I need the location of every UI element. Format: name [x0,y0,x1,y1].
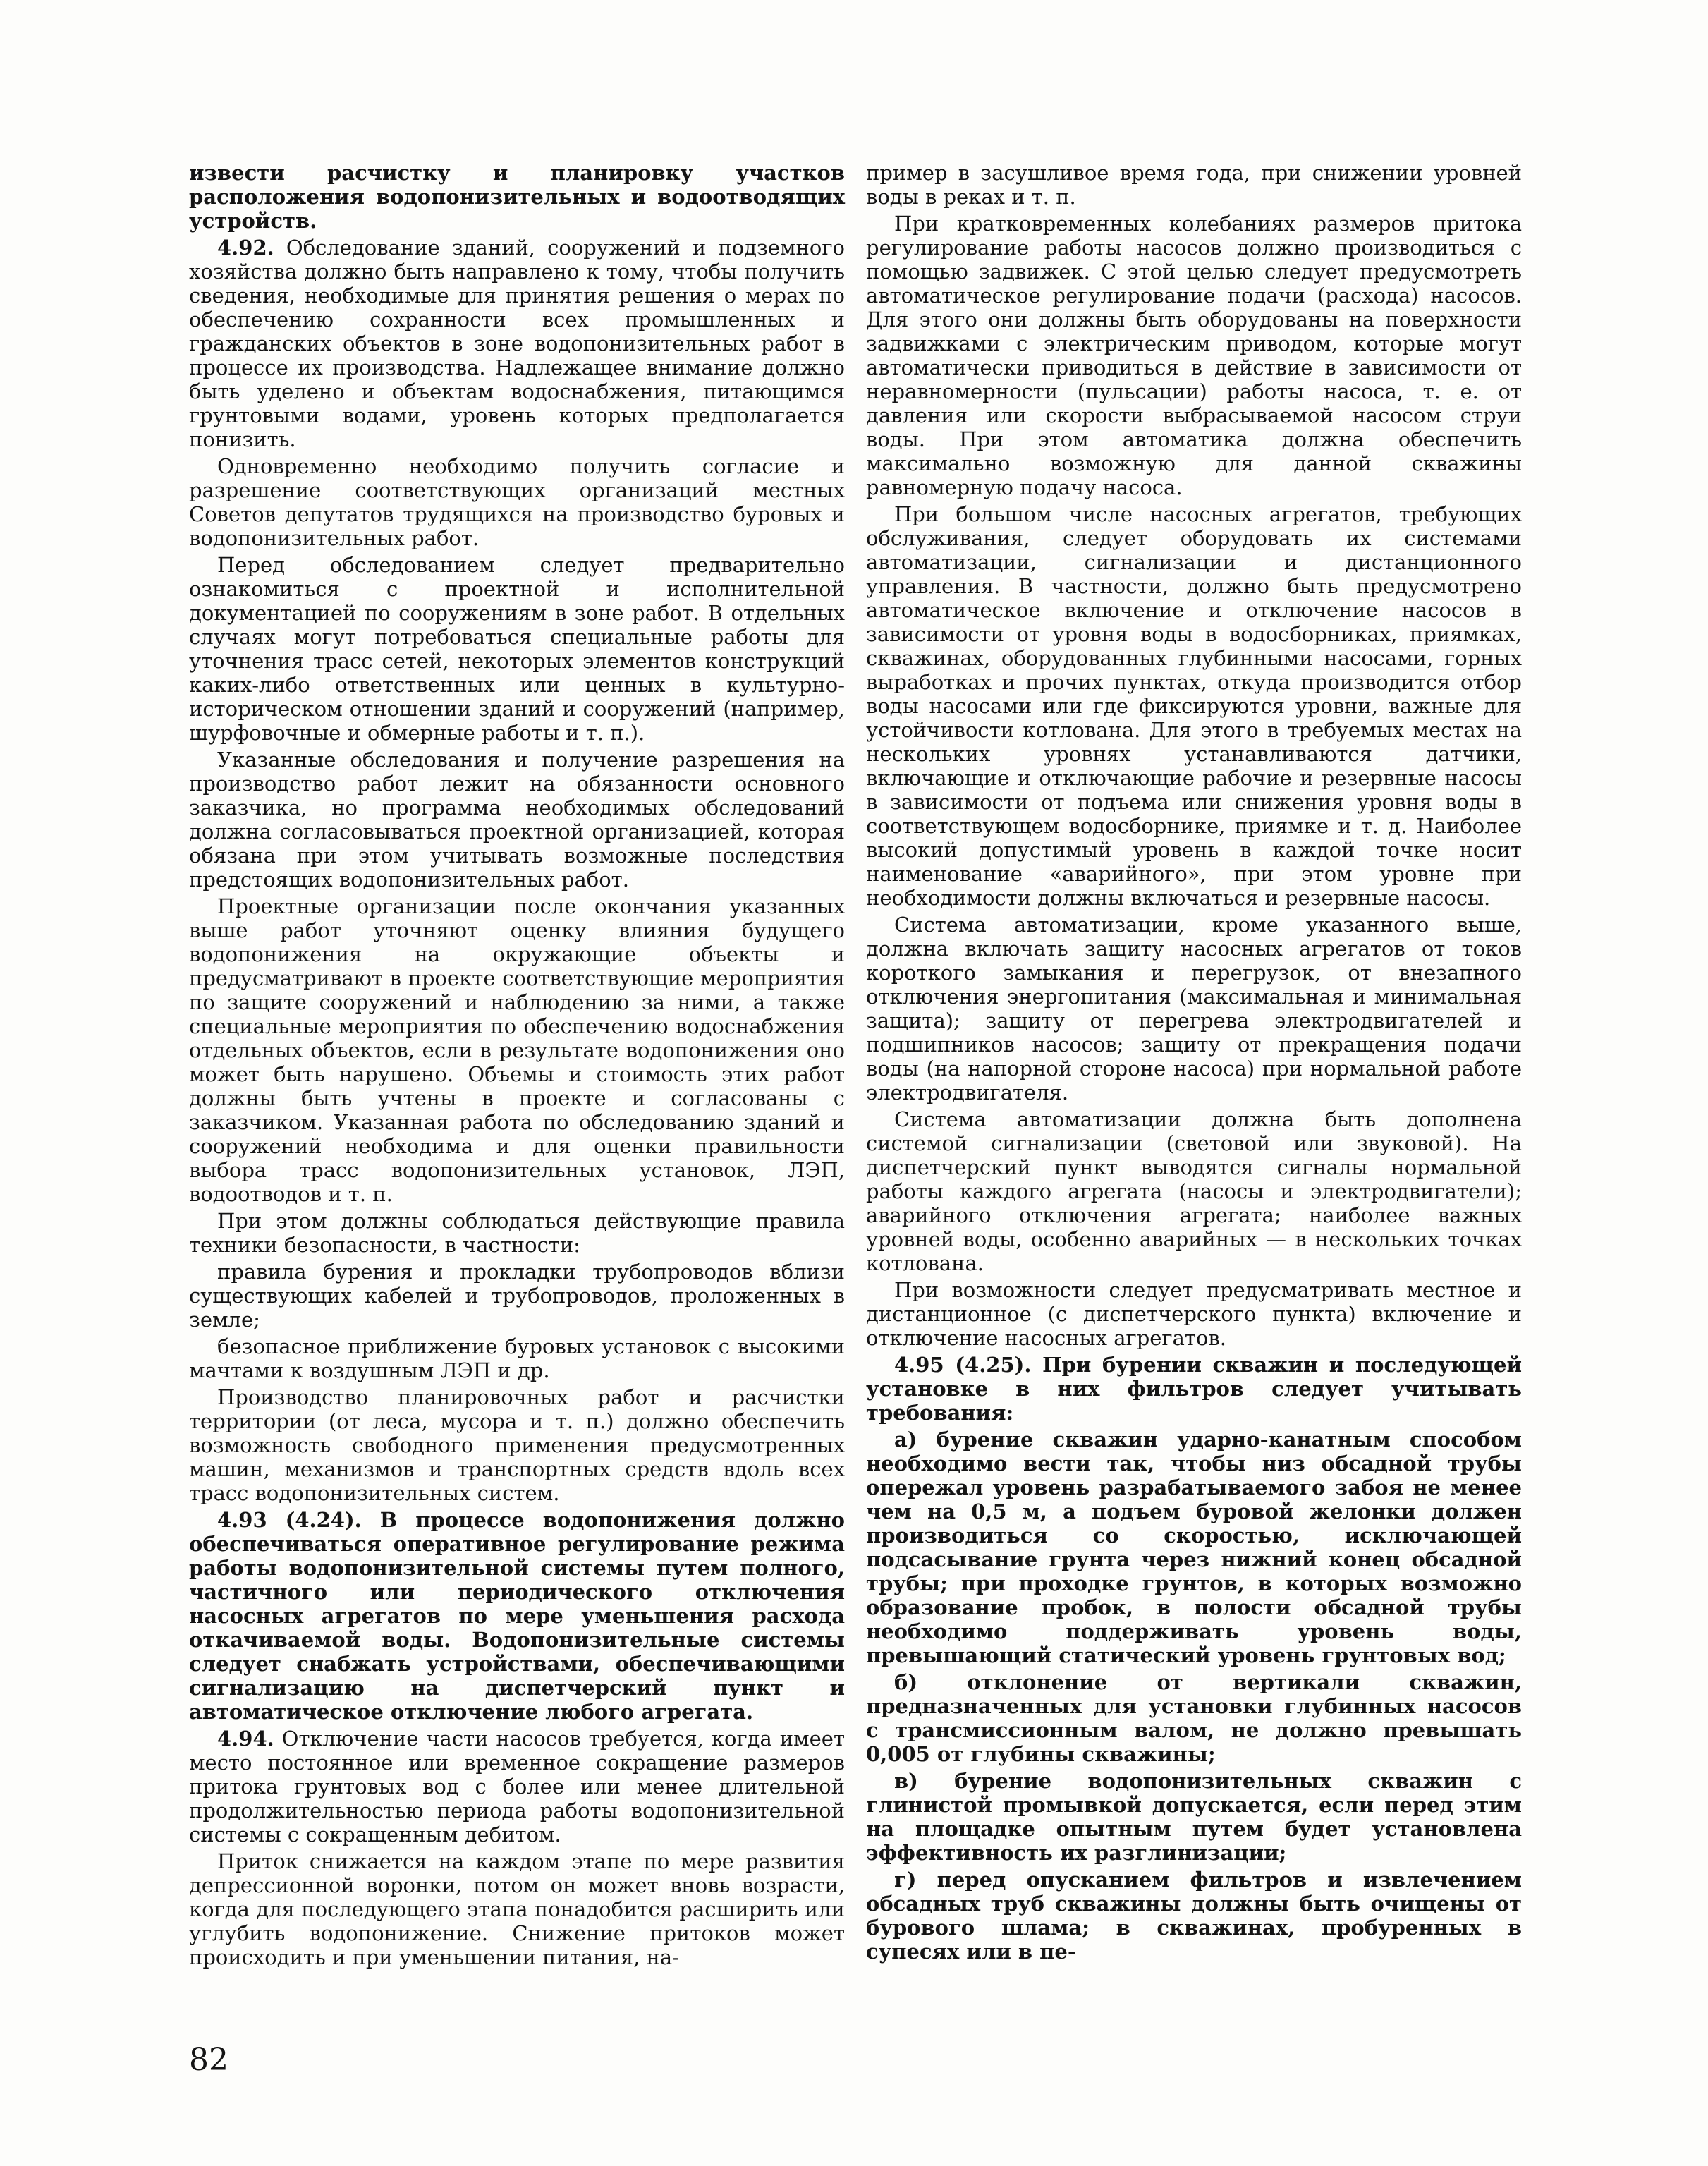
paragraph-text: Проектные организации после окончания указанных выше работ уточняют оценку влияния будущего водопонижения на окружающие объекты и предусматривают в проекте соответствующие мероприятия по защите сооружений и наблюдению за ними, а также специальные мероприятия по обеспечению водоснабжения отдельных объектов, если в результате водопонижения оно может быть нарушено. Объемы и стоимость этих работ должны быть учтены в проекте и согласованы с заказчиком. Указанная работа по обследованию зданий и сооружений необходима и для оценки правильности выбора трасс водопонизительных установок, ЛЭП, водоотводов и т. п. [189,894,845,1206]
paragraph [866,913,1522,1105]
paragraph-text: Одновременно необходимо получить согласие и разрешение соответствующих организаций местных Советов депутатов трудящихся на производство буровых и водопонизительных работ. [189,454,845,550]
paragraph [866,1868,1522,1964]
paragraph [189,1334,845,1382]
paragraph [189,894,845,1206]
paragraph-text: При этом должны соблюдаться действующие правила техники безопасности, в частности: [189,1209,845,1257]
section-number: 4.94. [217,1727,274,1751]
paragraph-text: Обследование зданий, сооружений и подземного хозяйства должно быть направлено к тому, чтобы получить сведения, необходимые для принятия решения о мерах по обеспечению сохранности всех промышленных и гражданских объектов в зоне водопонизительных работ в процессе их производства. Надлежащее внимание должно быть уделено и объектам водоснабжения, питающимся грунтовыми водами, уровень которых предполагается понизить. [189,236,845,451]
paragraph-text: При большом числе насосных агрегатов, требующих обслуживания, следует оборудовать их системами автоматизации, сигнализации и дистанционного управления. В частности, должно быть предусмотрено автоматическое включение и отключение насосов в зависимости от уровня воды в водосборниках, приямках, скважинах, оборудованных глубинными насосами, горных выработках и прочих пунктах, откуда производится отбор воды насосами или где фиксируются уровни, важные для устойчивости котлована. Для этого в требуемых местах на нескольких уровнях устанавливаются датчики, включающие и отключающие рабочие и резервные насосы в зависимости от подъема или снижения уровня воды в соответствующем водосборнике, приямке и т. д. Наиболее высокий допустимый уровень в каждой точке носит наименование «аварийного», при этом уровне при необходимости должны включаться и резервные насосы. [866,502,1522,910]
paragraph [189,1727,845,1846]
paragraph [189,1508,845,1724]
paragraph-text: Производство планировочных работ и расчистки территории (от леса, мусора и т. п.) должно обеспечить возможность свободного применения предусмотренных машин, механизмов и транспортных средств вдоль всех трасс водопонизительных систем. [189,1385,845,1505]
paragraph-text: в) бурение водопонизительных скважин с глинистой промывкой допускается, если перед этим на площадке опытным путем будет установлена эффективность их разглинизации; [866,1769,1522,1865]
paragraph-text: Отключение части насосов требуется, когда имеет место постоянное или временное сокращение размеров притока грунтовых вод с более или менее длительной продолжительностью периода работы водопонизительной системы с сокращенным дебитом. [189,1727,845,1846]
paragraph [866,1769,1522,1865]
paragraph [189,236,845,451]
paragraph [189,454,845,550]
section-number: 4.93 (4.24). [217,1508,362,1532]
paragraph [866,1670,1522,1766]
paragraph [866,502,1522,910]
paragraph-text: Система автоматизации, кроме указанного выше, должна включать защиту насосных агрегатов от токов короткого замыкания и перегрузок, от внезапного отключения энергопитания (максимальная и минимальная защита); защиту от перегрева электродвигателей и подшипников насосов; защиту от прекращения подачи воды (на напорной стороне насоса) при нормальной работе электродвигателя. [866,913,1522,1105]
paragraph [189,1385,845,1505]
right-column [866,161,1522,1966]
paragraph-text: извести расчистку и планировку участков расположения водопонизительных и водоотводящих устройств. [189,161,845,233]
section-number: 4.92. [217,236,274,260]
paragraph-text: Перед обследованием следует предварительно ознакомиться с проектной и исполнительной документацией по сооружениям в зоне работ. В отдельных случаях могут потребоваться специальные работы для уточнения трасс сетей, некоторых элементов конструкций каких-либо ответственных или ценных в культурно-историческом отношении зданий и сооружений (например, шурфовочные и обмерные работы и т. п.). [189,553,845,745]
paragraph [189,553,845,745]
paragraph [866,1428,1522,1667]
paragraph-text: г) перед опусканием фильтров и извлечением обсадных труб скважины должны быть очищены от бурового шлама; в скважинах, пробуренных в супесях или в пе- [866,1868,1522,1964]
paragraph-text: пример в засушливое время года, при снижении уровней воды в реках и т. п. [866,161,1522,209]
paragraph-text: а) бурение скважин ударно-канатным способом необходимо вести так, чтобы низ обсадной трубы опережал уровень разрабатываемого забоя не менее чем на 0,5 м, а подъем буровой желонки должен производиться со скоростью, исключающей подсасывание грунта через нижний конец обсадной трубы; при проходке грунтов, в которых возможно образование пробок, в полости обсадной трубы необходимо поддерживать уровень воды, превышающий статический уровень грунтовых вод; [866,1428,1522,1667]
paragraph [189,1209,845,1257]
paragraph [189,161,845,233]
paragraph-text: В процессе водопонижения должно обеспечиваться оперативное регулирование режима работы водопонизительной системы путем полного, частичного или периодического отключения насосных агрегатов по мере уменьшения расхода откачиваемой воды. Водопонизительные системы следует снабжать устройствами, обеспечивающими сигнализацию на диспетчерский пункт и автоматическое отключение любого агрегата. [189,1508,845,1724]
paragraph [866,1278,1522,1350]
paragraph-text: Приток снижается на каждом этапе по мере развития депрессионной воронки, потом он может вновь возрасти, когда для последующего этапа понадобится расширить или углубить водопонижение. Снижение притоков может происходить и при уменьшении питания, на- [189,1849,845,1969]
paragraph [189,748,845,892]
paragraph-text: безопасное приближение буровых установок с высокими мачтами к воздушным ЛЭП и др. [189,1334,845,1382]
paragraph [866,1107,1522,1275]
paragraph-text: б) отклонение от вертикали скважин, предназначенных для установки глубинных насосов с трансмиссионным валом, не должно превышать 0,005 от глубины скважины; [866,1670,1522,1766]
paragraph-text: правила бурения и прокладки трубопроводов вблизи существующих кабелей и трубопроводов, проложенных в земле; [189,1260,845,1332]
left-column [189,161,845,1972]
paragraph-text: Указанные обследования и получение разрешения на производство работ лежит на обязанности основного заказчика, но программа необходимых обследований должна согласовываться проектной организацией, которая обязана при этом учитывать возможные последствия предстоящих водопонизительных работ. [189,748,845,892]
paragraph [866,161,1522,209]
section-number: 4.95 (4.25). [894,1353,1032,1377]
paragraph-text: При возможности следует предусматривать местное и дистанционное (с диспетчерского пункта) включение и отключение насосных агрегатов. [866,1278,1522,1350]
paragraph-text: При бурении скважин и последующей установке в них фильтров следует учитывать требования: [866,1353,1522,1425]
paragraph [189,1260,845,1332]
paragraph [866,1353,1522,1425]
paragraph [866,212,1522,499]
page-number: 82 [189,2042,228,2078]
paragraph-text: Система автоматизации должна быть дополнена системой сигнализации (световой или звуковой). На диспетчерский пункт выводятся сигналы нормальной работы каждого агрегата (насосы и электродвигатели); аварийного отключения агрегата; наиболее важных уровней воды, особенно аварийных — в нескольких точках котлована. [866,1107,1522,1275]
paragraph-text: При кратковременных колебаниях размеров притока регулирование работы насосов должно производиться с помощью задвижек. С этой целью следует предусмотреть автоматическое регулирование подачи (расхода) насосов. Для этого они должны быть оборудованы на поверхности задвижками с электрическим приводом, которые могут автоматически приводиться в действие в зависимости от неравномерности (пульсации) работы насоса, т. е. от давления или скорости выбрасываемой насосом струи воды. При этом автоматика должна обеспечить максимально возможную для данной скважины равномерную подачу насоса. [866,212,1522,499]
paragraph [189,1849,845,1969]
